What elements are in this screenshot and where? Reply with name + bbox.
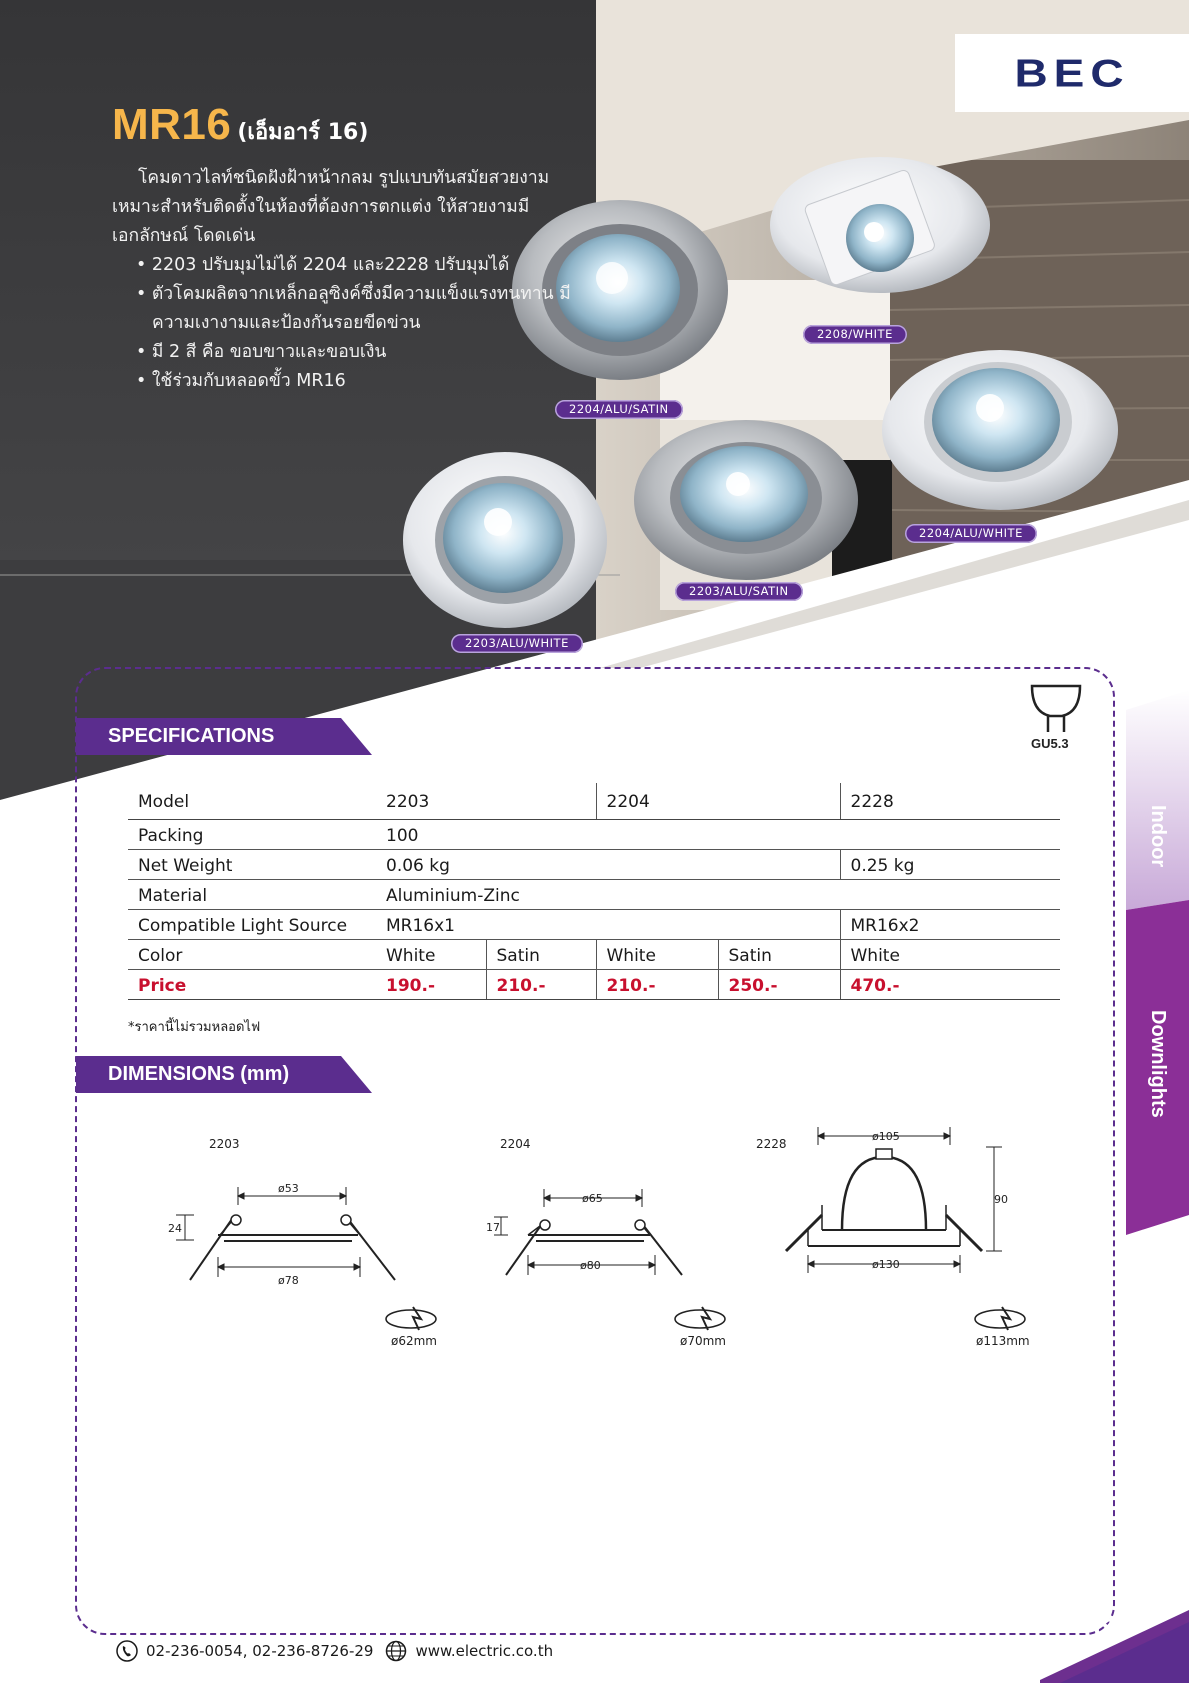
dim-model-2203: 2203	[209, 1137, 240, 1151]
dim-model-2228: 2228	[756, 1137, 787, 1151]
spec-value: 0.06 kg	[376, 849, 840, 879]
product-subtitle: (เอ็มอาร์ 16)	[237, 120, 369, 145]
dim-2228-bottom: ø130	[872, 1258, 900, 1271]
cutout-icon-2204	[672, 1303, 728, 1333]
spec-label: Color	[128, 939, 376, 969]
spec-row-model	[128, 783, 1060, 819]
brand-logo-text: BEC	[1014, 50, 1130, 96]
spec-value: 2203	[376, 783, 596, 819]
dim-2204-top: ø65	[582, 1192, 603, 1205]
price-note: *ราคานี้ไม่รวมหลอดไฟ	[128, 1020, 261, 1035]
dimensions-header	[76, 1056, 376, 1093]
cutout-2203: ø62mm	[391, 1334, 437, 1348]
spec-row-material	[128, 879, 1060, 909]
product-label-2208-white: 2208/WHITE	[803, 325, 907, 344]
cutout-2204: ø70mm	[680, 1334, 726, 1348]
dim-model-2204: 2204	[500, 1137, 531, 1151]
price-value: 210.-	[596, 969, 718, 999]
dim-2204-height: 17	[486, 1221, 500, 1234]
spec-row-light-source	[128, 909, 1060, 939]
feature-item: • ตัวโคมผลิตจากเหล็กอลูซิงค์ซึ่งมีความแข็งแรงทนทาน มีความเงางามและป้องกันรอยขีดข่วน	[112, 280, 592, 338]
price-value: 250.-	[718, 969, 840, 999]
spec-value: MR16x1	[376, 909, 840, 939]
spec-value: 2204	[596, 783, 840, 819]
dimensions-title: DIMENSIONS (mm)	[108, 1063, 290, 1085]
page-number: 71	[1092, 1614, 1117, 1639]
dim-2228-height: 90	[994, 1193, 1008, 1206]
phone-icon	[116, 1640, 138, 1662]
price-value: 470.-	[840, 969, 1060, 999]
dim-2203-top: ø53	[278, 1182, 299, 1195]
dimension-drawing-2203	[170, 1175, 410, 1295]
hero-heading	[112, 100, 592, 150]
spec-label: Price	[128, 969, 376, 999]
product-title: MR16	[112, 100, 232, 149]
product-label-2204-alu-satin: 2204/ALU/SATIN	[555, 400, 683, 419]
spec-value: 2228	[840, 783, 1060, 819]
feature-item: • มี 2 สี คือ ขอบขาวและขอบเงิน	[112, 338, 592, 367]
price-value: 190.-	[376, 969, 486, 999]
spec-value: Aluminium-Zinc	[376, 879, 1060, 909]
spec-value: 0.25 kg	[840, 849, 1060, 879]
spec-value: White	[596, 939, 718, 969]
contact-line	[116, 1640, 553, 1662]
dim-2203-bottom: ø78	[278, 1274, 299, 1287]
dim-2203-height: 24	[168, 1222, 182, 1235]
tab-downlights: Downlights	[1147, 1010, 1169, 1118]
spec-label: Net Weight	[128, 849, 376, 879]
spec-label: Material	[128, 879, 376, 909]
dim-2228-top: ø105	[872, 1130, 900, 1143]
website-link[interactable]: www.electric.co.th	[415, 1642, 554, 1660]
cutout-icon-2203	[383, 1303, 439, 1333]
footer-bar	[0, 1560, 1189, 1683]
dimension-drawing-2228	[780, 1125, 1010, 1285]
side-tabs	[1126, 690, 1189, 1240]
specifications-header	[76, 718, 376, 755]
brand-logo	[955, 34, 1189, 112]
dimension-drawing-2204	[486, 1183, 690, 1293]
spec-value: Satin	[718, 939, 840, 969]
product-label-2203-alu-white: 2203/ALU/WHITE	[451, 634, 583, 653]
tab-indoor: Indoor	[1147, 805, 1169, 868]
spec-row-price	[128, 969, 1060, 999]
globe-icon	[385, 1640, 407, 1662]
product-description: โคมดาวไลท์ชนิดฝังฝ้าหน้ากลม รูปแบบทันสมัยสวยงาม เหมาะสำหรับติดตั้งในห้องที่ต้องการตกแต่ง ให้สวยงามมีเอกลักษณ์ โดดเด่น	[112, 168, 550, 246]
spec-row-net-weight	[128, 849, 1060, 879]
price-value: 210.-	[486, 969, 596, 999]
feature-item: • ใช้ร่วมกับหลอดขั้ว MR16	[112, 367, 592, 396]
spec-row-color	[128, 939, 1060, 969]
specifications-title: SPECIFICATIONS	[108, 725, 275, 747]
cutout-2228: ø113mm	[976, 1334, 1030, 1348]
spec-label: Model	[128, 783, 376, 819]
dim-2204-bottom: ø80	[580, 1259, 601, 1272]
spec-value: White	[376, 939, 486, 969]
spec-value: MR16x2	[840, 909, 1060, 939]
gu53-label: GU5.3	[1031, 736, 1069, 751]
spec-table	[128, 783, 1060, 1000]
gu53-socket-icon	[1028, 682, 1084, 734]
spec-value: White	[840, 939, 1060, 969]
spec-label: Packing	[128, 819, 376, 849]
cutout-icon-2228	[972, 1303, 1028, 1333]
spec-row-packing	[128, 819, 1060, 849]
product-label-2203-alu-satin: 2203/ALU/SATIN	[675, 582, 803, 601]
side-tabs-background	[1126, 690, 1189, 1240]
product-label-2204-alu-white: 2204/ALU/WHITE	[905, 524, 1037, 543]
feature-list	[112, 251, 592, 396]
spec-label: Compatible Light Source	[128, 909, 376, 939]
feature-item: • 2203 ปรับมุมไม่ได้ 2204 และ2228 ปรับมุมได้	[112, 251, 592, 280]
hero-text-block	[112, 100, 592, 396]
spec-value: Satin	[486, 939, 596, 969]
phone-numbers: 02-236-0054, 02-236-8726-29	[146, 1642, 374, 1660]
spec-value: 100	[376, 819, 1060, 849]
